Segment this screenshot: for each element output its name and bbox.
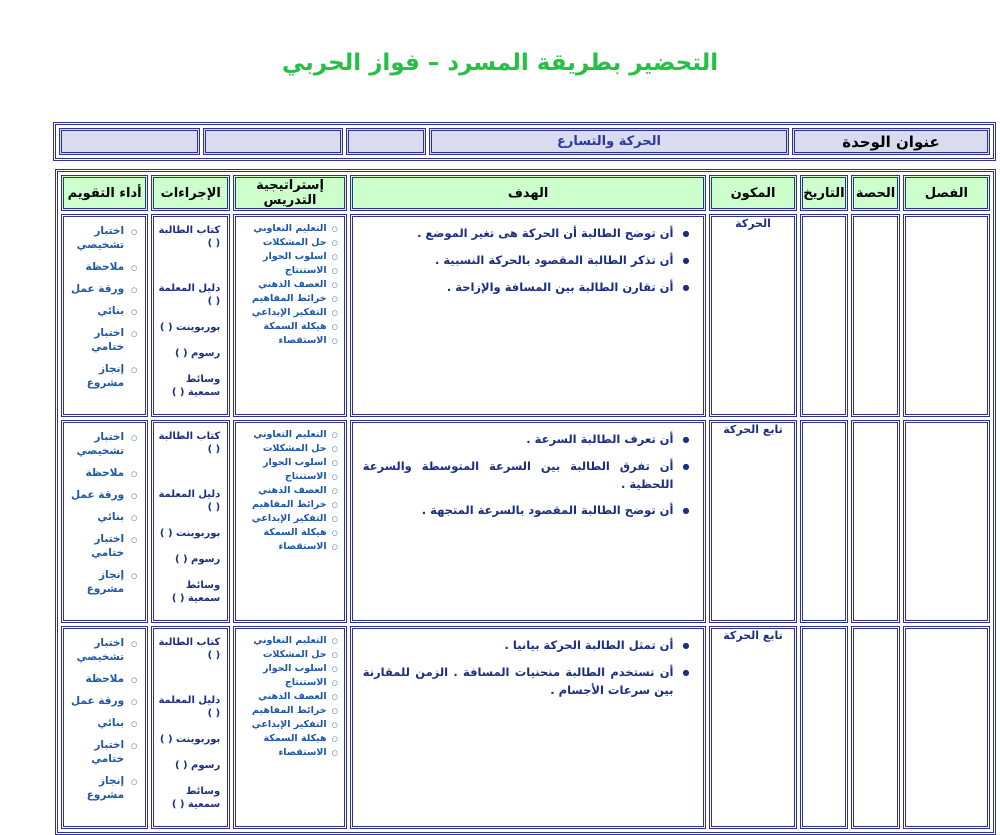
procedure-item: كتاب الطالبة ( ) bbox=[158, 225, 221, 249]
bullet-icon: ○ bbox=[331, 515, 338, 523]
evaluation-item bbox=[66, 511, 137, 525]
objective-item bbox=[363, 279, 690, 297]
strategy-item bbox=[238, 236, 337, 250]
evaluation-item-text: اختبار ختامي bbox=[91, 327, 125, 353]
cell-date bbox=[800, 626, 849, 829]
bullet-icon: ○ bbox=[331, 501, 338, 509]
cell-period bbox=[851, 626, 900, 829]
bullet-icon: ○ bbox=[331, 693, 338, 701]
bullet-icon: ○ bbox=[331, 637, 338, 645]
bullet-icon: ○ bbox=[131, 330, 138, 339]
bullet-icon: ○ bbox=[331, 337, 338, 345]
procedure-item: كتاب الطالبة ( ) bbox=[158, 637, 221, 661]
bullet-icon: ○ bbox=[331, 295, 338, 303]
bullet-icon: ○ bbox=[131, 675, 138, 684]
evaluation-item-text: اختبار تشخيصي bbox=[76, 431, 125, 457]
component-label: تابع الحركة bbox=[723, 629, 783, 642]
strategy-item-text: هيكلة السمكة bbox=[263, 321, 327, 332]
cell-component bbox=[709, 420, 796, 623]
strategy-item bbox=[238, 470, 337, 484]
column-header-period: الحصة bbox=[851, 175, 900, 211]
objective-list bbox=[353, 629, 704, 712]
strategy-item bbox=[238, 456, 337, 470]
cell-class bbox=[903, 420, 990, 623]
bullet-icon: ● bbox=[682, 255, 690, 265]
cell-component bbox=[709, 626, 796, 829]
cell-objective bbox=[350, 214, 707, 417]
header-row bbox=[61, 175, 990, 211]
bullet-icon: ○ bbox=[131, 228, 138, 236]
strategy-item bbox=[238, 746, 337, 760]
cell-strategy bbox=[233, 626, 346, 829]
evaluation-item bbox=[66, 327, 137, 354]
strategy-item-text: خرائط المفاهيم bbox=[252, 705, 327, 716]
procedure-item: دليل المعلمة ( ) bbox=[158, 489, 221, 513]
bullet-icon: ○ bbox=[331, 267, 338, 275]
strategy-item-text: الاستقصاء bbox=[278, 747, 327, 758]
evaluation-item bbox=[66, 431, 137, 458]
bullet-icon: ○ bbox=[331, 543, 338, 551]
procedure-item: كتاب الطالبة ( ) bbox=[158, 431, 221, 455]
evaluation-item-text: ورقة عمل bbox=[71, 488, 125, 501]
bullet-icon: ● bbox=[682, 667, 690, 677]
cell-objective bbox=[350, 626, 707, 829]
cell-procedures bbox=[151, 420, 230, 623]
objective-item bbox=[363, 502, 690, 520]
strategy-item bbox=[238, 320, 337, 334]
info-empty-cell bbox=[59, 128, 200, 155]
strategy-item bbox=[238, 676, 337, 690]
bullet-icon: ○ bbox=[131, 263, 138, 272]
strategy-item-text: هيكلة السمكة bbox=[263, 733, 327, 744]
evaluation-item-text: بنائي bbox=[97, 717, 125, 730]
objective-item-text: أن تمثل الطالبة الحركة بيانيا . bbox=[504, 638, 674, 652]
strategy-item-text: الاستنتاج bbox=[284, 265, 327, 276]
table-row bbox=[61, 214, 990, 417]
evaluation-item-text: اختبار ختامي bbox=[91, 533, 125, 559]
column-header-procedures: الإجراءات bbox=[151, 175, 230, 211]
procedure-item: دليل المعلمة ( ) bbox=[158, 283, 221, 307]
cell-date bbox=[800, 214, 849, 417]
strategy-item-text: العصف الذهني bbox=[258, 279, 327, 290]
bullet-icon: ○ bbox=[131, 742, 138, 751]
objective-item bbox=[363, 637, 690, 655]
cell-class bbox=[903, 214, 990, 417]
bullet-icon: ○ bbox=[331, 735, 338, 743]
bullet-icon: ○ bbox=[331, 487, 338, 495]
strategy-item-text: حل المشكلات bbox=[262, 237, 327, 248]
strategy-item bbox=[238, 498, 337, 512]
strategy-item bbox=[238, 634, 337, 648]
bullet-icon: ○ bbox=[331, 679, 338, 687]
bullet-icon: ○ bbox=[131, 777, 138, 786]
evaluation-list bbox=[64, 423, 145, 607]
strategy-list bbox=[236, 629, 343, 762]
evaluation-list bbox=[64, 629, 145, 813]
bullet-icon: ○ bbox=[131, 491, 138, 500]
bullet-icon: ● bbox=[682, 641, 690, 650]
objective-list bbox=[353, 423, 704, 533]
cell-date bbox=[800, 420, 849, 623]
bullet-icon: ○ bbox=[131, 514, 138, 523]
strategy-item bbox=[238, 442, 337, 456]
strategy-item bbox=[238, 292, 337, 306]
bullet-icon: ● bbox=[682, 282, 690, 292]
unit-title-label: عنوان الوحدة bbox=[792, 128, 990, 155]
evaluation-item bbox=[66, 283, 137, 297]
evaluation-item-text: ملاحظة bbox=[85, 466, 125, 479]
bullet-icon: ○ bbox=[131, 640, 138, 648]
strategy-item-text: اسلوب الحوار bbox=[262, 457, 327, 468]
bullet-icon: ● bbox=[682, 435, 690, 444]
bullet-icon: ○ bbox=[331, 459, 338, 467]
strategy-item-text: الاستقصاء bbox=[278, 541, 327, 552]
strategy-item bbox=[238, 250, 337, 264]
objective-item-text: أن تذكر الطالبة المقصود بالحركة النسبية . bbox=[434, 252, 674, 267]
evaluation-item bbox=[66, 637, 137, 664]
strategy-item bbox=[238, 540, 337, 554]
column-header-strategy: إستراتيجية التدريس bbox=[233, 175, 346, 211]
cell-evaluation bbox=[61, 420, 148, 623]
bullet-icon: ● bbox=[682, 461, 690, 471]
evaluation-item bbox=[66, 489, 137, 503]
strategy-item bbox=[238, 306, 337, 320]
procedure-item: رسوم ( ) bbox=[174, 760, 221, 771]
unit-info-table bbox=[53, 122, 996, 161]
strategy-item bbox=[238, 732, 337, 746]
objective-item-text: أن تقارن الطالبة بين المسافة والإزاحة . bbox=[446, 279, 674, 294]
strategy-item bbox=[238, 690, 337, 704]
lesson-table bbox=[55, 169, 996, 835]
component-label: الحركة bbox=[735, 217, 771, 230]
column-header-evaluation: أداء التقويم bbox=[61, 175, 148, 211]
objective-item bbox=[363, 458, 690, 494]
procedures-list bbox=[154, 629, 227, 826]
column-header-component: المكون bbox=[709, 175, 796, 211]
objective-item-text: أن تستخدم الطالبة منحنيات المسافة . الزمن للمقارنة بين سرعات الأجسام . bbox=[362, 664, 674, 697]
evaluation-item-text: إنجاز مشروع bbox=[86, 362, 125, 389]
bullet-icon: ○ bbox=[331, 529, 338, 537]
strategy-item bbox=[238, 222, 337, 236]
evaluation-item-text: بنائي bbox=[97, 305, 125, 318]
info-empty-cell bbox=[203, 128, 343, 155]
strategy-item-text: الاستقصاء bbox=[278, 335, 327, 346]
column-header-objective: الهدف bbox=[350, 175, 707, 211]
bullet-icon: ○ bbox=[331, 225, 338, 233]
objective-item bbox=[363, 431, 690, 449]
strategy-item-text: العصف الذهني bbox=[258, 691, 327, 702]
bullet-icon: ○ bbox=[131, 434, 138, 442]
strategy-item-text: حل المشكلات bbox=[262, 649, 327, 660]
objective-item-text: أن تفرق الطالبة بين السرعة المتوسطة والسرعة اللحظية . bbox=[362, 458, 674, 491]
cell-objective bbox=[350, 420, 707, 623]
strategy-item bbox=[238, 428, 337, 442]
evaluation-item bbox=[66, 717, 137, 731]
procedure-item: رسوم ( ) bbox=[174, 554, 221, 565]
bullet-icon: ○ bbox=[131, 285, 138, 294]
evaluation-item-text: ملاحظة bbox=[85, 260, 125, 273]
bullet-icon: ● bbox=[682, 229, 690, 238]
evaluation-item-text: ملاحظة bbox=[85, 672, 125, 685]
bullet-icon: ○ bbox=[331, 431, 338, 439]
strategy-list bbox=[236, 423, 343, 556]
procedure-item: وسائط سمعية ( ) bbox=[171, 374, 221, 398]
bullet-icon: ○ bbox=[331, 749, 338, 757]
table-row bbox=[61, 420, 990, 623]
strategy-item bbox=[238, 334, 337, 348]
strategy-item bbox=[238, 264, 337, 278]
evaluation-item-text: بنائي bbox=[97, 511, 125, 524]
bullet-icon: ● bbox=[682, 506, 690, 516]
component-label: تابع الحركة bbox=[723, 423, 783, 436]
strategy-item bbox=[238, 278, 337, 292]
evaluation-item bbox=[66, 261, 137, 275]
evaluation-item bbox=[66, 363, 137, 390]
procedure-item: بوربوينت ( ) bbox=[159, 734, 221, 745]
strategy-item bbox=[238, 718, 337, 732]
procedure-item: بوربوينت ( ) bbox=[159, 528, 221, 539]
info-empty-cell bbox=[346, 128, 426, 155]
bullet-icon: ○ bbox=[131, 697, 138, 706]
evaluation-item bbox=[66, 305, 137, 319]
strategy-item-text: التفكير الإبداعي bbox=[251, 719, 327, 730]
procedure-item: وسائط سمعية ( ) bbox=[171, 580, 221, 604]
strategy-item-text: خرائط المفاهيم bbox=[252, 499, 327, 510]
evaluation-list bbox=[64, 217, 145, 401]
bullet-icon: ○ bbox=[331, 253, 338, 261]
bullet-icon: ○ bbox=[131, 720, 138, 729]
evaluation-item-text: ورقة عمل bbox=[71, 282, 125, 295]
strategy-item-text: اسلوب الحوار bbox=[262, 663, 327, 674]
procedure-item: وسائط سمعية ( ) bbox=[171, 786, 221, 810]
strategy-item-text: التعليم التعاوني bbox=[253, 429, 327, 440]
strategy-item-text: التفكير الإبداعي bbox=[251, 513, 327, 524]
evaluation-item-text: اختبار تشخيصي bbox=[76, 637, 125, 663]
evaluation-item bbox=[66, 467, 137, 481]
procedures-list bbox=[154, 217, 227, 414]
evaluation-item-text: اختبار تشخيصي bbox=[76, 225, 125, 251]
evaluation-item-text: اختبار ختامي bbox=[91, 739, 125, 765]
cell-class bbox=[903, 626, 990, 829]
strategy-item-text: اسلوب الحوار bbox=[262, 251, 327, 262]
evaluation-item-text: إنجاز مشروع bbox=[86, 774, 125, 801]
strategy-item bbox=[238, 526, 337, 540]
lesson-plan-document bbox=[55, 122, 996, 835]
evaluation-item bbox=[66, 673, 137, 687]
cell-strategy bbox=[233, 420, 346, 623]
bullet-icon: ○ bbox=[331, 309, 338, 317]
strategy-item bbox=[238, 648, 337, 662]
objective-item-text: أن توضح الطالبة أن الحركة هى تغير الموضع . bbox=[417, 226, 674, 240]
objective-item-text: أن توضح الطالبة المقصود بالسرعة المتجهة . bbox=[421, 503, 674, 518]
strategy-item-text: الاستنتاج bbox=[284, 471, 327, 482]
bullet-icon: ○ bbox=[331, 665, 338, 673]
strategy-item-text: التفكير الإبداعي bbox=[251, 307, 327, 318]
bullet-icon: ○ bbox=[131, 365, 138, 374]
bullet-icon: ○ bbox=[131, 469, 138, 478]
unit-info-row bbox=[59, 128, 990, 155]
bullet-icon: ○ bbox=[131, 308, 138, 317]
cell-procedures bbox=[151, 214, 230, 417]
objective-item bbox=[363, 664, 690, 700]
procedure-item: بوربوينت ( ) bbox=[159, 322, 221, 333]
bullet-icon: ○ bbox=[331, 651, 338, 659]
column-header-class: الفصل bbox=[903, 175, 990, 211]
objective-list bbox=[353, 217, 704, 309]
evaluation-item-text: إنجاز مشروع bbox=[86, 568, 125, 595]
bullet-icon: ○ bbox=[131, 571, 138, 580]
cell-component bbox=[709, 214, 796, 417]
strategy-item bbox=[238, 512, 337, 526]
evaluation-item bbox=[66, 533, 137, 560]
unit-title-value: الحركة والتسارع bbox=[429, 128, 789, 155]
cell-period bbox=[851, 420, 900, 623]
bullet-icon: ○ bbox=[331, 721, 338, 729]
column-header-date: التاريخ bbox=[800, 175, 849, 211]
procedure-item: رسوم ( ) bbox=[174, 348, 221, 359]
strategy-item-text: حل المشكلات bbox=[262, 443, 327, 454]
bullet-icon: ○ bbox=[331, 281, 338, 289]
strategy-item bbox=[238, 484, 337, 498]
procedures-list bbox=[154, 423, 227, 620]
bullet-icon: ○ bbox=[331, 239, 338, 247]
cell-strategy bbox=[233, 214, 346, 417]
evaluation-item bbox=[66, 569, 137, 596]
evaluation-item bbox=[66, 225, 137, 252]
cell-evaluation bbox=[61, 214, 148, 417]
table-row bbox=[61, 626, 990, 829]
strategy-item-text: العصف الذهني bbox=[258, 485, 327, 496]
bullet-icon: ○ bbox=[331, 473, 338, 481]
evaluation-item bbox=[66, 775, 137, 802]
cell-procedures bbox=[151, 626, 230, 829]
evaluation-item bbox=[66, 739, 137, 766]
objective-item bbox=[363, 252, 690, 270]
evaluation-item-text: ورقة عمل bbox=[71, 694, 125, 707]
objective-item-text: أن تعرف الطالبة السرعة . bbox=[526, 432, 674, 446]
strategy-item-text: هيكلة السمكة bbox=[263, 527, 327, 538]
strategy-item bbox=[238, 704, 337, 718]
bullet-icon: ○ bbox=[131, 536, 138, 545]
bullet-icon: ○ bbox=[331, 445, 338, 453]
procedure-item: دليل المعلمة ( ) bbox=[158, 695, 221, 719]
objective-item bbox=[363, 225, 690, 243]
strategy-item-text: الاستنتاج bbox=[284, 677, 327, 688]
strategy-item-text: التعليم التعاوني bbox=[253, 635, 327, 646]
document-title: التحضير بطريقة المسرد – فواز الحربي bbox=[281, 50, 719, 76]
strategy-list bbox=[236, 217, 343, 350]
strategy-item bbox=[238, 662, 337, 676]
bullet-icon: ○ bbox=[331, 707, 338, 715]
bullet-icon: ○ bbox=[331, 323, 338, 331]
strategy-item-text: التعليم التعاوني bbox=[253, 223, 327, 234]
cell-period bbox=[851, 214, 900, 417]
cell-evaluation bbox=[61, 626, 148, 829]
strategy-item-text: خرائط المفاهيم bbox=[252, 293, 327, 304]
